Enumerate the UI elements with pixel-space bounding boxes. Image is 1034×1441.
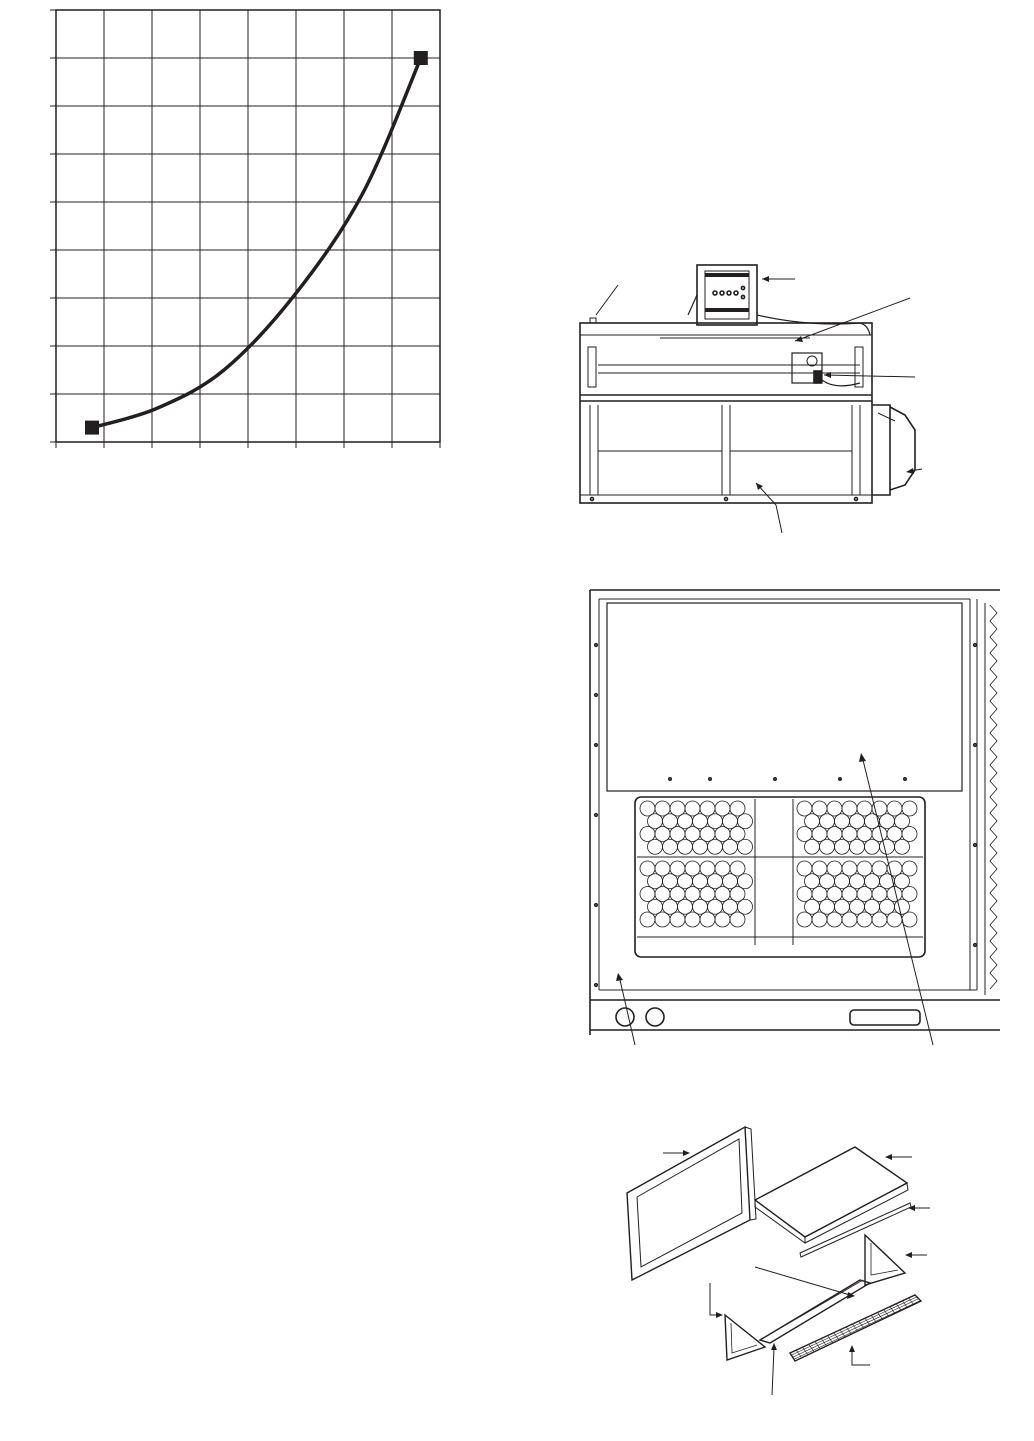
series-point-marker bbox=[414, 51, 428, 65]
unit-panel-figure bbox=[585, 585, 1005, 1050]
chart-plot-area bbox=[40, 0, 460, 470]
performance-chart bbox=[40, 0, 460, 470]
exploded-hood-kit-drawing-icon bbox=[615, 1115, 950, 1400]
unit-panel-with-filter-drawing-icon bbox=[585, 585, 1005, 1050]
series-point-marker bbox=[85, 421, 99, 435]
hood-kit-figure bbox=[615, 1115, 950, 1400]
economizer-damper-drawing-icon bbox=[570, 255, 1010, 545]
series-line bbox=[92, 58, 421, 428]
damper-assembly-figure bbox=[570, 255, 1010, 545]
